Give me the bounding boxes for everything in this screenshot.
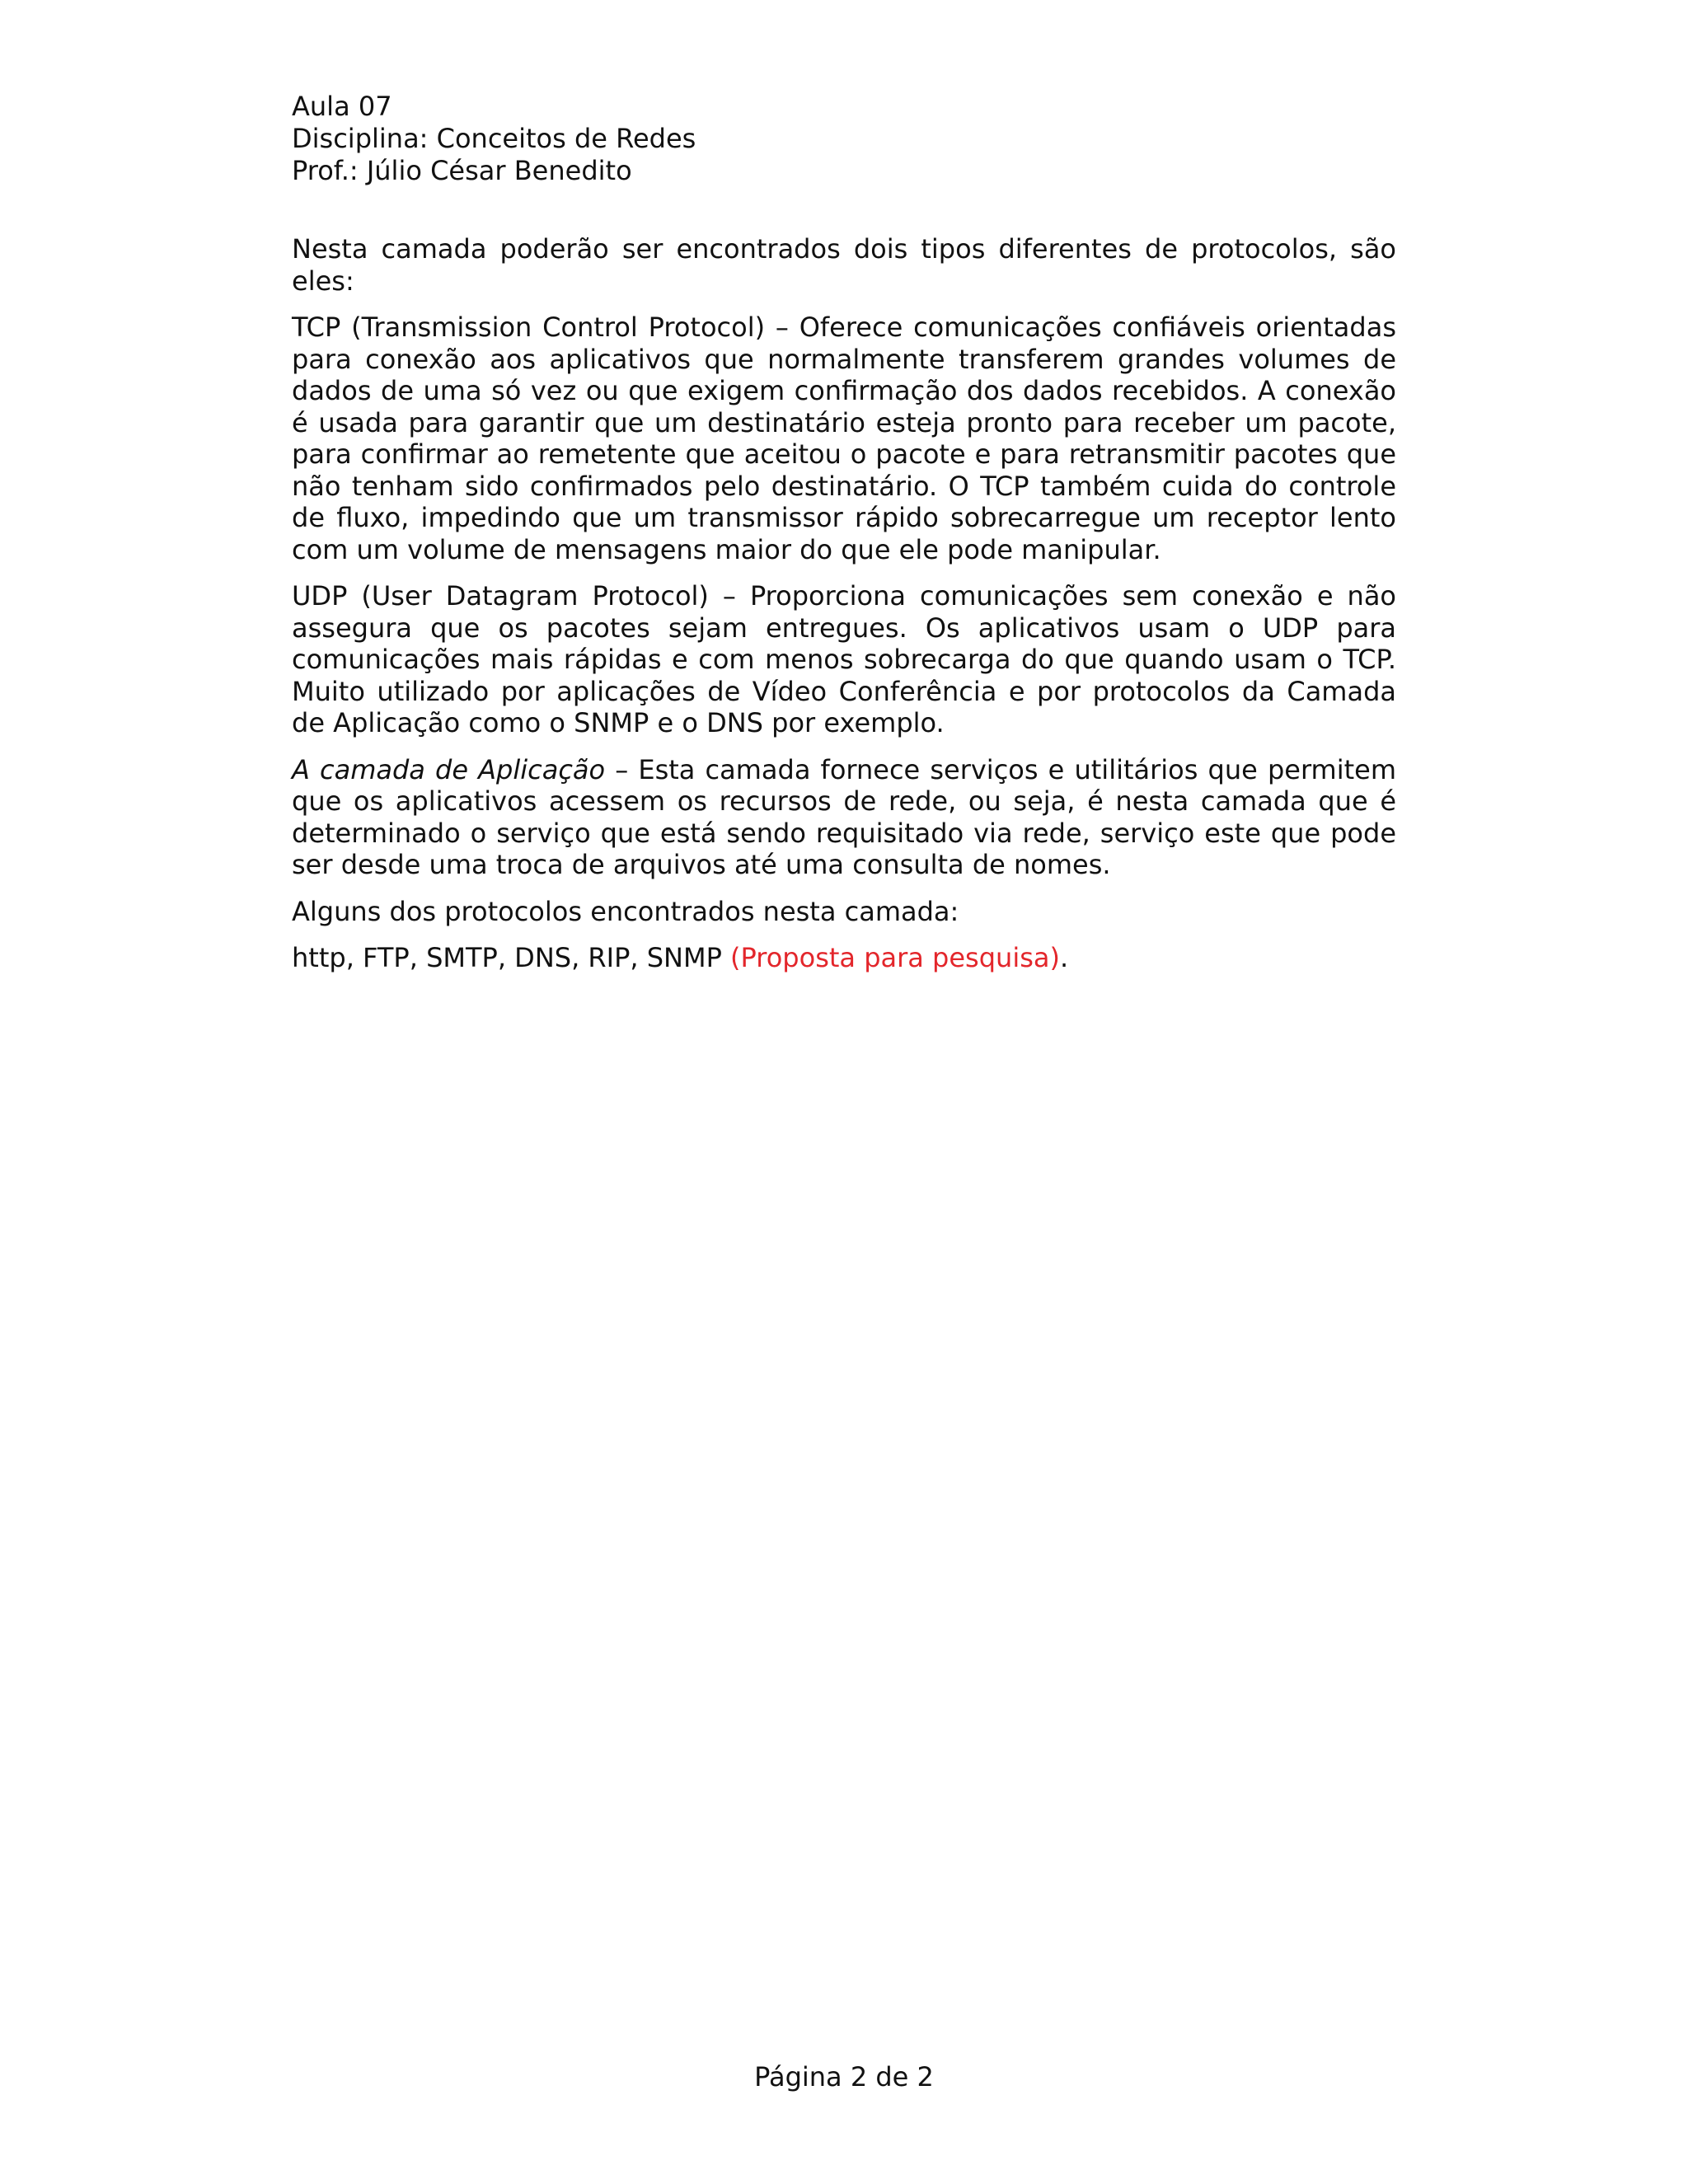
application-layer-term: A camada de Aplicação <box>292 753 606 785</box>
protocols-line <box>292 942 1396 974</box>
page-number: Página 2 de 2 <box>754 2061 934 2093</box>
application-layer-text: – Esta camada fornece serviços e utilitários que permitem que os aplicativos acessem os recursos de rede, ou seja, é nesta camada que é determinado o serviço que está sendo requisitado via rede, serviço este que pode ser desde uma troca de arquivos até uma consulta de nomes. <box>292 753 1397 880</box>
application-layer-paragraph <box>292 754 1396 881</box>
trailing-period: . <box>1059 942 1069 973</box>
protocols-intro: Alguns dos protocolos encontrados nesta camada: <box>292 895 959 927</box>
tcp-paragraph: TCP (Transmission Control Protocol) – Oferece comunicações confiáveis orientadas para conexão aos aplicativos que normalmente transferem grandes volumes de dados de uma só vez ou que exigem confirmação dos dados recebidos. A conexão é usada para garantir que um destinatário esteja pronto para receber um pacote, para confirmar ao remetente que aceitou o pacote e para retransmitir pacotes que não tenham sido confirmados pelo destinatário. O TCP também cuida do controle de fluxo, impedindo que um transmissor rápido sobrecarregue um receptor lento com um volume de mensagens maior do que ele pode manipular. <box>292 312 1396 565</box>
document-header <box>292 91 1396 187</box>
discipline-label: Disciplina: Conceitos de Redes <box>292 123 696 154</box>
intro-paragraph: Nesta camada poderão ser encontrados dois tipos diferentes de protocolos, são eles: <box>292 233 1396 297</box>
document-body <box>292 233 1396 989</box>
udp-paragraph: UDP (User Datagram Protocol) – Proporciona comunicações sem conexão e não assegura que os pacotes sejam entregues. Os aplicativos usam o UDP para comunicações mais rápidas e com menos sobrecarga do que quando usam o TCP. Muito utilizado por aplicações de Vídeo Conferência e por protocolos da Camada de Aplicação como o SNMP e o DNS por exemplo. <box>292 580 1396 738</box>
protocols-list: http, FTP, SMTP, DNS, RIP, SNMP <box>292 942 731 973</box>
research-note: (Proposta para pesquisa) <box>730 942 1060 973</box>
lesson-label: Aula 07 <box>292 91 392 122</box>
professor-label: Prof.: Júlio César Benedito <box>292 155 632 186</box>
